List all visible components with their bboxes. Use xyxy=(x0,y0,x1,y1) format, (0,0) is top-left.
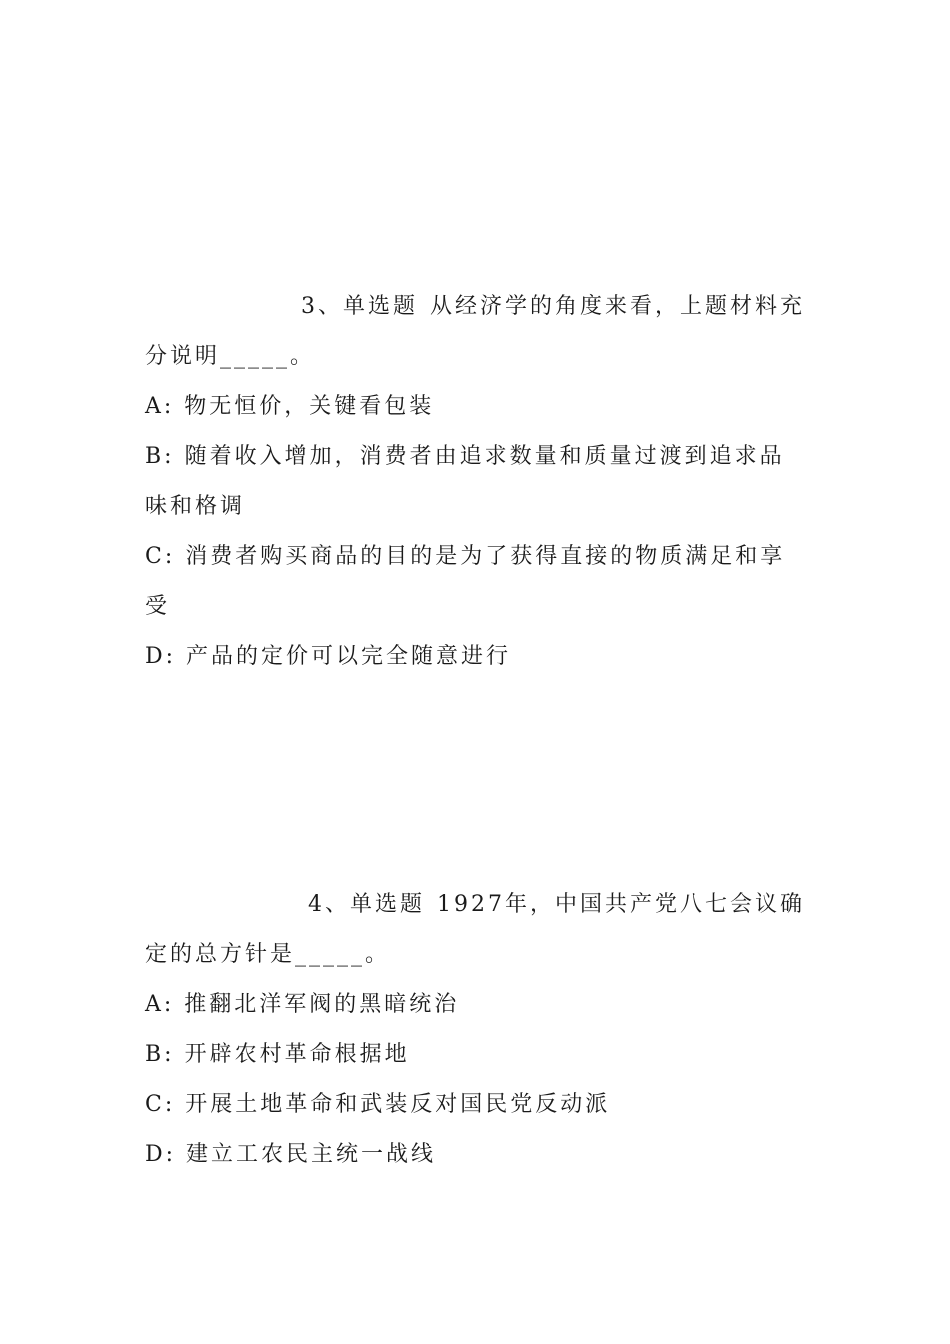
question-4 xyxy=(145,880,805,1180)
option-a[interactable]: A: 物无恒价，关键看包装 xyxy=(145,394,435,419)
question-3 xyxy=(145,282,805,682)
option-c[interactable]: C: 开展土地革命和武装反对国民党反动派 xyxy=(145,1092,611,1117)
option-b[interactable]: B: 随着收入增加，消费者由追求数量和质量过渡到追求品 xyxy=(145,444,785,469)
option-c[interactable]: C: 消费者购买商品的目的是为了获得直接的物质满足和享 xyxy=(145,544,786,569)
option-d[interactable]: D: 建立工农民主统一战线 xyxy=(145,1142,437,1167)
option-b-continued[interactable]: 味和格调 xyxy=(145,494,246,519)
option-d[interactable]: D: 产品的定价可以完全随意进行 xyxy=(145,644,512,669)
option-a[interactable]: A: 推翻北洋军阀的黑暗统治 xyxy=(145,992,460,1017)
question-stem-line1: 4、单选题 1927年，中国共产党八七会议确 xyxy=(308,892,805,917)
question-stem-line1: 3、单选题 从经济学的角度来看，上题材料充 xyxy=(301,294,805,319)
question-stem-line2: 定的总方针是_____。 xyxy=(145,942,391,967)
question-stem-line2: 分说明_____。 xyxy=(145,344,316,369)
option-c-continued[interactable]: 受 xyxy=(145,594,171,619)
option-b[interactable]: B: 开辟农村革命根据地 xyxy=(145,1042,410,1067)
